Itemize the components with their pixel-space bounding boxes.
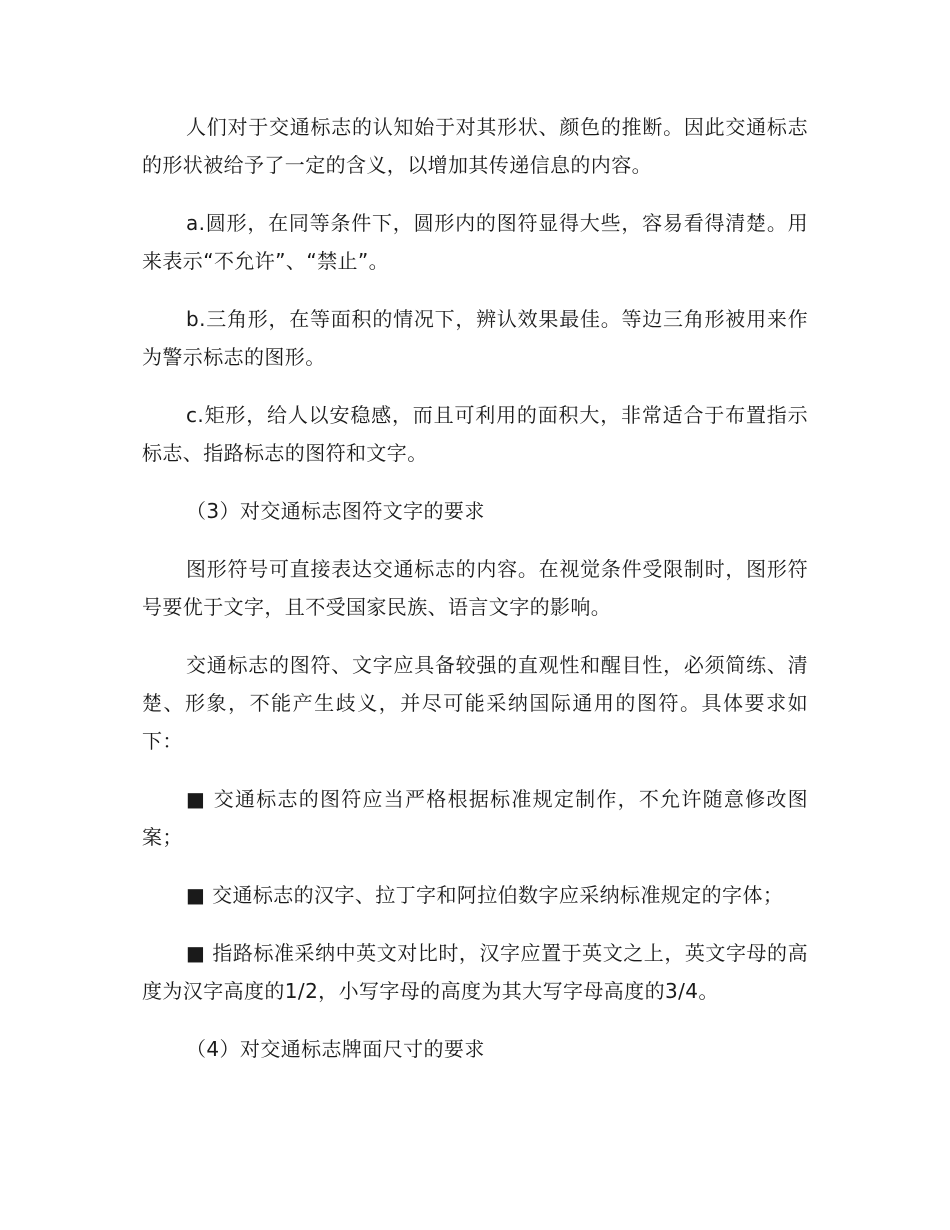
bullet-item-1	[142, 780, 808, 856]
bullet-text-2: 交通标志的汉字、拉丁字和阿拉伯数字应采纳标准规定的字体；	[212, 883, 784, 907]
document-body	[142, 108, 808, 1088]
paragraph-triangle: b.三角形，在等面积的情况下，辨认效果最佳。等边三角形被用来作为警示标志的图形。	[142, 307, 808, 369]
bullet-item-2	[142, 876, 808, 914]
bullet-item-3	[142, 934, 808, 1010]
section-heading-3: （3）对交通标志图符文字的要求	[186, 499, 485, 523]
paragraph-rectangle: c.矩形，给人以安稳感，而且可利用的面积大，非常适合于布置指示标志、指路标志的图符和文字。	[142, 403, 808, 465]
paragraph-requirements-intro: 交通标志的图符、文字应具备较强的直观性和醒目性，必须简练、清楚、形象，不能产生歧义，并尽可能采纳国际通用的图符。具体要求如下：	[142, 653, 808, 753]
section-heading-4: （4）对交通标志牌面尺寸的要求	[186, 1037, 485, 1061]
bullet-square-icon: ■	[186, 883, 206, 907]
paragraph-circle: a.圆形，在同等条件下，圆形内的图符显得大些，容易看得清楚。用来表示“不允许”、“禁止”。	[142, 211, 808, 273]
bullet-text-3: 指路标准采纳中英文对比时，汉字应置于英文之上，英文字母的高度为汉字高度的1/2，小写字母的高度为其大写字母高度的3/4。	[142, 941, 808, 1003]
bullet-square-icon: ■	[186, 787, 207, 811]
paragraph-graphic-symbols: 图形符号可直接表达交通标志的内容。在视觉条件受限制时，图形符号要优于文字，且不受国家民族、语言文字的影响。	[142, 557, 808, 619]
bullet-square-icon: ■	[186, 941, 206, 965]
paragraph-shape-meaning: 人们对于交通标志的认知始于对其形状、颜色的推断。因此交通标志的形状被给予了一定的含义，以增加其传递信息的内容。	[142, 115, 808, 177]
bullet-text-1: 交通标志的图符应当严格根据标准规定制作，不允许随意修改图案；	[142, 787, 809, 849]
